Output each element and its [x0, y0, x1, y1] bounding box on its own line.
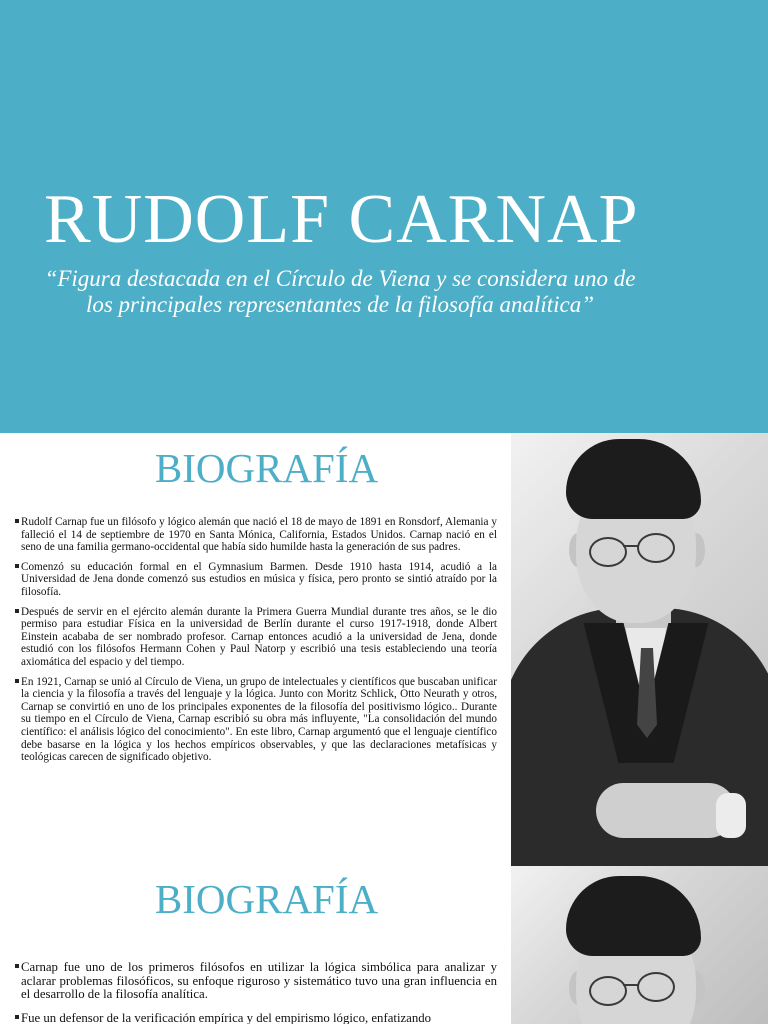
bullet-icon [15, 609, 19, 613]
section-heading: BIOGRAFÍA [154, 445, 379, 491]
biography-slide-1 [0, 433, 768, 866]
bullet-icon [15, 1015, 19, 1019]
biography-slide-2 [0, 866, 768, 1024]
quote-subtitle: “Figura destacada en el Círculo de Viena y se considera uno de los principales representantes de la filosofía analítica” [44, 266, 636, 317]
bullet-paragraph: Fue un defensor de la verificación empírica y del empirismo lógico, enfatizando [17, 1012, 497, 1024]
bullet-paragraph: Carnap fue uno de los primeros filósofos en utilizar la lógica simbólica para analizar y aclarar problemas filosóficos, su enfoque riguroso y sistemático tuvo una gran influencia en el desarrollo de la filosofía analítica. [17, 961, 497, 1002]
bullet-paragraph: Comenzó su educación formal en el Gymnasium Barmen. Desde 1910 hasta 1914, acudió a la Universidad de Jena donde comenzó sus estudios en música y física, pero pronto se sintió atraído por la filosofía. [17, 561, 497, 599]
portrait-photo [511, 866, 768, 1024]
bullet-icon [15, 964, 19, 968]
bullet-paragraph: En 1921, Carnap se unió al Círculo de Viena, un grupo de intelectuales y científicos que buscaban unificar la ciencia y la filosofía a través del lenguaje y la lógica. Junto con Moritz Schlick, Otto Neurath y otros, Carnap se convirtió en uno de los principales exponentes de la filosofía del positivismo lógico.. Durante su tiempo en el Círculo de Viena, Carnap escribió su obra más influyente, "La consolidación del mundo científico: el análisis lógico del conocimiento". En este libro, Carnap argumentó que el lenguaje científico debe basarse en la lógica y los hechos empíricos observables, y que las declaraciones metafísicas y teológicas carecen de significado objetivo. [17, 676, 497, 764]
bullet-paragraph: Después de servir en el ejército alemán durante la Primera Guerra Mundial durante tres años, se le dio permiso para estudiar Física en la universidad de Berlín durante el curso 1917-1918, donde Albert Einstein acababa de ser nombrado profesor. Carnap entonces acudió a la universidad de Jena, donde estudió con los filósofos Hermann Cohen y Paul Natorp y escribió una tesis estableciendo una teoría axiomática del espacio y del tiempo. [17, 606, 497, 669]
title-slide [0, 0, 768, 433]
page-title: RUDOLF CARNAP [44, 181, 639, 258]
biography-text [17, 961, 497, 1024]
section-heading: BIOGRAFÍA [154, 876, 379, 922]
bullet-icon [15, 564, 19, 568]
portrait-photo [511, 433, 768, 866]
bullet-paragraph: Rudolf Carnap fue un filósofo y lógico alemán que nació el 18 de mayo de 1891 en Ronsdorf, Alemania y falleció el 14 de septiembre de 1970 en Santa Mónica, California, Estados Unidos. Carnap nació en el seno de una familia germano-occidental que había sido humilde hasta la generación de sus padres. [17, 516, 497, 554]
biography-text [17, 516, 497, 771]
bullet-icon [15, 519, 19, 523]
bullet-icon [15, 679, 19, 683]
